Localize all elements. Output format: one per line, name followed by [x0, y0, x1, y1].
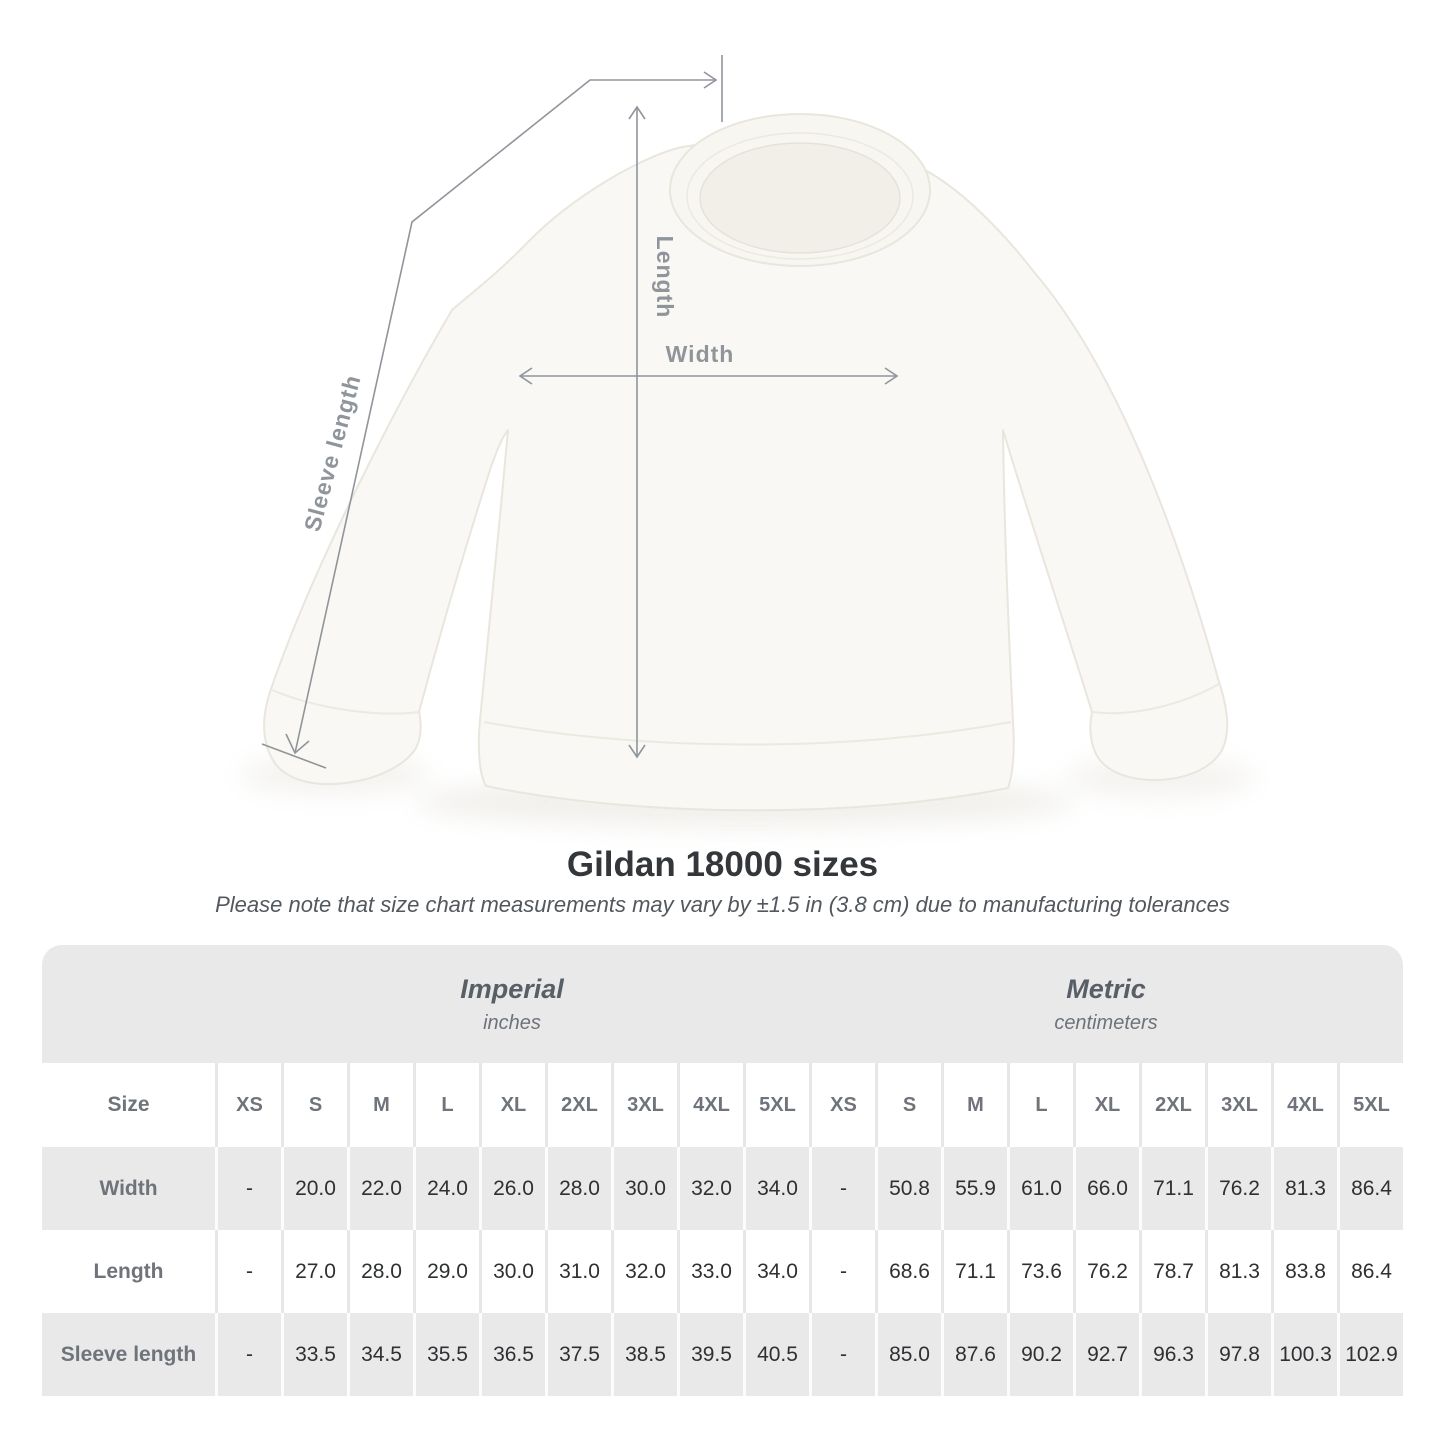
imperial-value-cell: 22.0 [347, 1147, 413, 1230]
imperial-value-cell: - [215, 1313, 281, 1396]
size-col-header-metric: M [941, 1063, 1007, 1147]
size-col-header-metric: XL [1073, 1063, 1139, 1147]
metric-value-cell: 86.4 [1337, 1147, 1403, 1230]
metric-value-cell: 85.0 [875, 1313, 941, 1396]
imperial-value-cell: 33.5 [281, 1313, 347, 1396]
row-label: Width [99, 1176, 158, 1200]
table-row-length [42, 1230, 1403, 1313]
imperial-value-cell: 30.0 [479, 1230, 545, 1313]
metric-value-cell: - [809, 1147, 875, 1230]
length-label: Length [652, 235, 678, 319]
metric-title: Metric [1066, 973, 1146, 1004]
imperial-value-cell: - [215, 1147, 281, 1230]
metric-value-cell: 96.3 [1139, 1313, 1205, 1396]
imperial-value-cell: - [215, 1230, 281, 1313]
unit-band [42, 945, 1403, 1063]
metric-value-cell: 76.2 [1073, 1230, 1139, 1313]
metric-value-cell: - [809, 1230, 875, 1313]
metric-value-cell: 71.1 [1139, 1147, 1205, 1230]
imperial-value-cell: 40.5 [743, 1313, 809, 1396]
imperial-value-cell: 34.5 [347, 1313, 413, 1396]
row-label: Length [93, 1259, 164, 1283]
imperial-unit: inches [483, 1011, 541, 1034]
metric-value-cell: 78.7 [1139, 1230, 1205, 1313]
size-header-row [42, 1063, 1403, 1147]
imperial-value-cell: 29.0 [413, 1230, 479, 1313]
unit-band-spacer [42, 945, 215, 1063]
metric-value-cell: 81.3 [1271, 1147, 1337, 1230]
collar-opening [700, 143, 900, 253]
metric-value-cell: 81.3 [1205, 1230, 1271, 1313]
table-row-width [42, 1147, 1403, 1230]
metric-value-cell: 100.3 [1271, 1313, 1337, 1396]
size-col-header-imperial: XL [479, 1063, 545, 1147]
metric-value-cell: 87.6 [941, 1313, 1007, 1396]
size-table [42, 945, 1403, 1396]
size-col-header-imperial: 5XL [743, 1063, 809, 1147]
imperial-value-cell: 24.0 [413, 1147, 479, 1230]
metric-value-cell: 76.2 [1205, 1147, 1271, 1230]
imperial-value-cell: 34.0 [743, 1230, 809, 1313]
metric-value-cell: 92.7 [1073, 1313, 1139, 1396]
imperial-value-cell: 36.5 [479, 1313, 545, 1396]
metric-value-cell: 50.8 [875, 1147, 941, 1230]
metric-value-cell: 55.9 [941, 1147, 1007, 1230]
imperial-value-cell: 30.0 [611, 1147, 677, 1230]
imperial-value-cell: 39.5 [677, 1313, 743, 1396]
metric-value-cell: 90.2 [1007, 1313, 1073, 1396]
size-col-header-metric: 3XL [1205, 1063, 1271, 1147]
size-col-header-metric: S [875, 1063, 941, 1147]
imperial-value-cell: 32.0 [611, 1230, 677, 1313]
size-col-header-metric: 5XL [1337, 1063, 1403, 1147]
imperial-value-cell: 26.0 [479, 1147, 545, 1230]
imperial-value-cell: 27.0 [281, 1230, 347, 1313]
metric-unit: centimeters [1054, 1011, 1158, 1034]
sleeve-length-label: Sleeve length [298, 371, 366, 535]
size-col-header-metric: XS [809, 1063, 875, 1147]
imperial-value-cell: 32.0 [677, 1147, 743, 1230]
imperial-value-cell: 37.5 [545, 1313, 611, 1396]
tolerance-note: Please note that size chart measurements may vary by ±1.5 in (3.8 cm) due to manufacturing tolerances [215, 892, 1230, 917]
imperial-value-cell: 34.0 [743, 1147, 809, 1230]
imperial-value-cell: 33.0 [677, 1230, 743, 1313]
metric-value-cell: 73.6 [1007, 1230, 1073, 1313]
metric-group-header [809, 945, 1403, 1063]
row-label: Sleeve length [60, 1342, 197, 1366]
imperial-value-cell: 31.0 [545, 1230, 611, 1313]
metric-value-cell: 66.0 [1073, 1147, 1139, 1230]
width-label: Width [665, 341, 735, 367]
imperial-value-cell: 20.0 [281, 1147, 347, 1230]
size-col-header-imperial: 2XL [545, 1063, 611, 1147]
metric-value-cell: - [809, 1313, 875, 1396]
metric-value-cell: 83.8 [1271, 1230, 1337, 1313]
metric-value-cell: 71.1 [941, 1230, 1007, 1313]
metric-value-cell: 86.4 [1337, 1230, 1403, 1313]
size-col-header-metric: 2XL [1139, 1063, 1205, 1147]
imperial-value-cell: 28.0 [545, 1147, 611, 1230]
metric-value-cell: 97.8 [1205, 1313, 1271, 1396]
imperial-value-cell: 28.0 [347, 1230, 413, 1313]
size-col-header-imperial: S [281, 1063, 347, 1147]
metric-value-cell: 68.6 [875, 1230, 941, 1313]
page-title: Gildan 18000 sizes [566, 845, 879, 884]
imperial-title: Imperial [460, 973, 564, 1004]
size-col-header-metric: 4XL [1271, 1063, 1337, 1147]
metric-value-cell: 102.9 [1337, 1313, 1403, 1396]
sweatshirt-illustration [264, 114, 1227, 810]
imperial-group-header [215, 945, 809, 1063]
size-col-header-imperial: M [347, 1063, 413, 1147]
metric-value-cell: 61.0 [1007, 1147, 1073, 1230]
imperial-value-cell: 38.5 [611, 1313, 677, 1396]
table-row-sleeve-length [42, 1313, 1403, 1396]
size-col-header-imperial: XS [215, 1063, 281, 1147]
imperial-value-cell: 35.5 [413, 1313, 479, 1396]
size-col-header-imperial: L [413, 1063, 479, 1147]
size-col-header-imperial: 4XL [677, 1063, 743, 1147]
size-col-header-metric: L [1007, 1063, 1073, 1147]
size-header-cell: Size [107, 1093, 150, 1116]
size-col-header-imperial: 3XL [611, 1063, 677, 1147]
size-table-rows [42, 1063, 1403, 1396]
